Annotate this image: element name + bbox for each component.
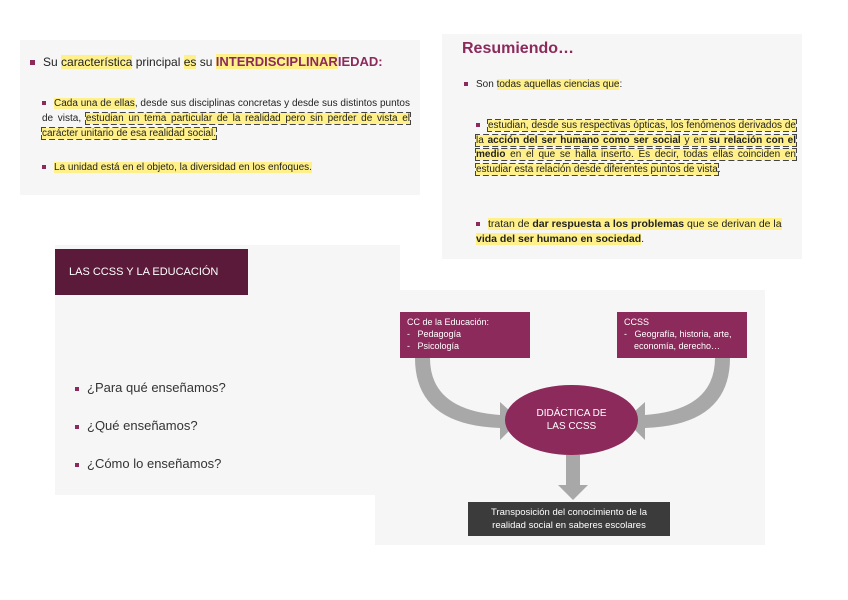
keyword-end: IEDAD: (337, 54, 383, 69)
highlight-text: estudian un tema particular de la realidad pero sin perder de vista el carácter unitario de esa realidad social. (42, 113, 410, 139)
bottom-line: realidad social en saberes escolares (492, 520, 646, 531)
text: que se derivan de la (684, 218, 782, 230)
bold-text: vida del ser humano en sociedad (476, 233, 642, 245)
highlight-block (476, 218, 782, 245)
didactica-ellipse (505, 385, 638, 455)
slide-interdisciplinariedad (20, 40, 420, 195)
text: y en (680, 134, 709, 146)
question-item (75, 456, 221, 471)
bullet-icon (75, 425, 79, 429)
slide2-title: Resumiendo… (462, 40, 575, 57)
slide-resumiendo (442, 34, 802, 259)
highlight-text: todas aquellas ciencias que (496, 79, 620, 90)
bottom-line: Transposición del conocimiento de la (491, 507, 647, 518)
bold-text: dar respuesta a los problemas (532, 218, 685, 230)
highlight-text: característica (61, 55, 133, 69)
slide1-sub-bullet-1 (42, 96, 410, 141)
box-item: - Geografía, historia, arte, economía, derecho… (624, 329, 732, 351)
slide-didactica-diagram (375, 290, 765, 545)
text: . (717, 163, 721, 175)
bullet-icon (476, 123, 480, 127)
bold-text: su relación con el medio (476, 134, 797, 160)
slide-ccss-educacion (55, 245, 400, 495)
bold-text: acción del ser humano como ser social (487, 134, 681, 146)
box-item: - Pedagogía (407, 329, 462, 339)
box-title: CCSS (624, 317, 650, 327)
slide2-sub-bullet-1 (476, 119, 796, 177)
slide3-banner-title: LAS CCSS Y LA EDUCACIÓN (55, 249, 248, 295)
curved-arrow-left (415, 358, 520, 440)
ccss-box (617, 312, 747, 358)
keyword-highlight: INTERDISCIPLINAR (215, 54, 338, 69)
bullet-icon (75, 463, 79, 467)
ellipse-line: LAS CCSS (546, 421, 597, 432)
box-item: - Psicología (407, 341, 460, 351)
question-text: ¿Cómo lo enseñamos? (87, 456, 222, 471)
down-arrow (558, 455, 588, 500)
curved-arrow-right (625, 358, 730, 440)
text: . (641, 233, 645, 245)
bullet-icon (75, 387, 79, 391)
slide2-main-bullet (464, 79, 622, 90)
highlight-text: La unidad está en el objeto, la diversidad en los enfoques. (54, 162, 312, 173)
highlight-text: Cada una de ellas (54, 98, 135, 109)
bullet-icon (464, 82, 468, 86)
question-item (75, 380, 226, 395)
highlight-block (476, 120, 796, 175)
text: en el que se halla inserto. Es decir, todas ellas coinciden en estudiar esta relación desde diferentes puntos de vista (476, 149, 796, 175)
box-title: CC de la Educación: (407, 317, 490, 327)
question-item (75, 418, 198, 433)
bullet-icon (476, 222, 480, 226)
text: Su (43, 55, 62, 69)
bullet-icon (42, 101, 46, 105)
text: su (196, 55, 216, 69)
transposicion-box (468, 502, 670, 536)
question-text: ¿Qué enseñamos? (87, 418, 198, 433)
slide1-sub-bullet-2 (42, 162, 410, 173)
text: estudian, desde sus respectivas ópticas, los fenómenos derivados de la (476, 120, 796, 146)
bullet-icon (30, 60, 35, 65)
slide1-main-bullet (30, 54, 415, 69)
text: tratan de (488, 218, 533, 230)
text: , desde sus disciplinas concretas y desde sus distintos puntos de vista, (42, 98, 410, 124)
slide2-sub-bullet-2 (476, 217, 796, 247)
text: principal (132, 55, 184, 69)
text: : (619, 79, 623, 90)
ellipse-line: DIDÁCTICA DE (536, 408, 607, 419)
highlight-text: es (183, 55, 197, 69)
bullet-icon (42, 165, 46, 169)
question-text: ¿Para qué enseñamos? (87, 380, 226, 395)
text: Son (476, 79, 497, 90)
cc-educacion-box (400, 312, 530, 358)
